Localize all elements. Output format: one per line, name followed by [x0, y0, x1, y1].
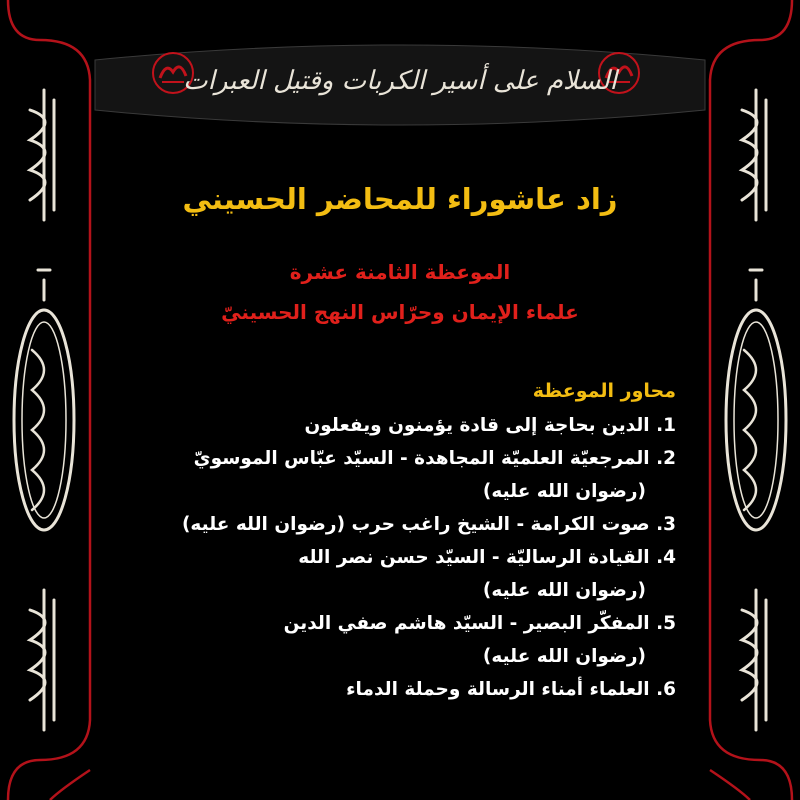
sermon-title: علماء الإيمان وحرّاس النهج الحسينيّ: [221, 300, 579, 324]
list-item-continuation: (رضوان الله عليه): [482, 481, 646, 502]
list-item-continuation: (رضوان الله عليه): [482, 580, 646, 601]
list-item: 3. صوت الكرامة - الشيخ راغب حرب (رضوان الله عليه): [181, 514, 676, 535]
axes-heading: محاور الموعظة: [532, 380, 676, 402]
banner-calligraphy: السلام على أسير الكربات وقتيل العبرات: [183, 66, 617, 96]
list-item: 2. المرجعيّة العلميّة المجاهدة - السيّد عبّاس الموسويّ: [193, 448, 676, 469]
list-item-continuation: (رضوان الله عليه): [482, 646, 646, 667]
list-item: 6. العلماء أمناء الرسالة وحملة الدماء: [346, 679, 676, 700]
sermon-number: الموعظة الثامنة عشرة: [289, 260, 511, 284]
left-calligraphy-panel: [0, 70, 88, 760]
axes-list: [116, 414, 676, 711]
right-calligraphy-panel: [712, 70, 800, 760]
list-item: 1. الدين بحاجة إلى قادة يؤمنون ويفعلون: [304, 415, 676, 436]
page-title: زاد عاشوراء للمحاضر الحسيني: [182, 182, 618, 216]
list-item: 5. المفكّر البصير - السيّد هاشم صفي الدين: [283, 613, 676, 634]
list-item: 4. القيادة الرساليّة - السيّد حسن نصر الله: [298, 547, 676, 568]
